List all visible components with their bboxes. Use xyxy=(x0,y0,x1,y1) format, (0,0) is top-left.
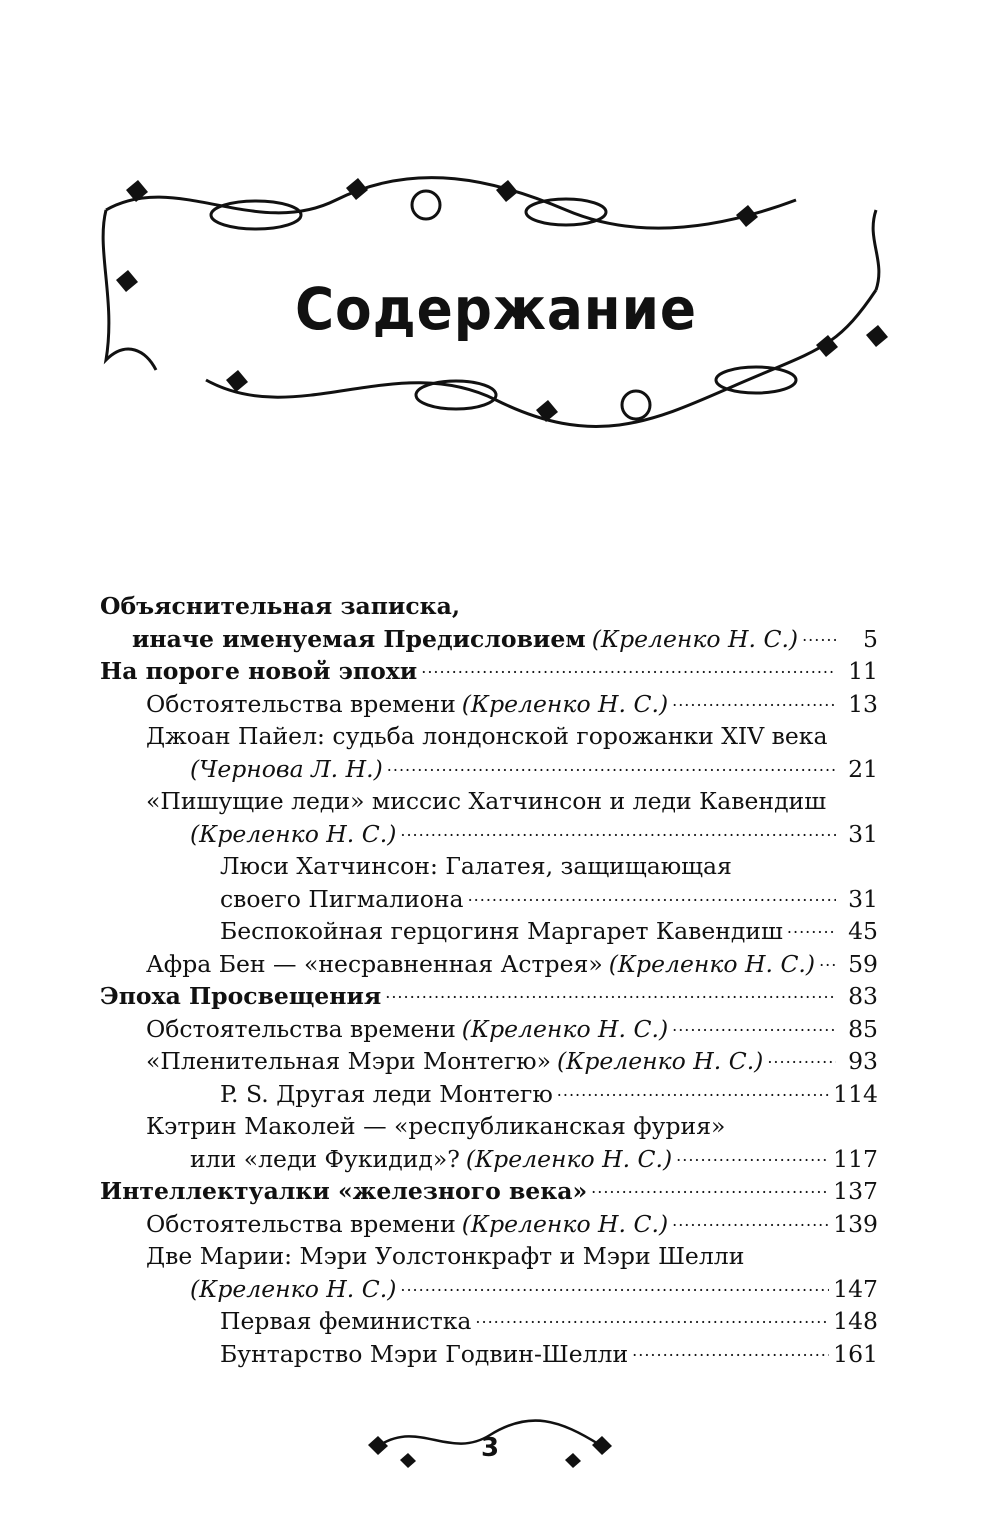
dot-leader xyxy=(400,1267,829,1303)
toc-entry-author: (Креленко Н. С.) xyxy=(556,1047,764,1075)
dot-leader xyxy=(632,1332,829,1368)
toc-entry-title: «Пишущие леди» миссис Хатчинсон и леди Кавендиш xyxy=(146,787,827,815)
toc-entry xyxy=(100,688,878,721)
table-of-contents xyxy=(100,590,878,1370)
toc-entry xyxy=(100,753,878,786)
toc-entry-author: (Креленко Н. С.) xyxy=(465,1144,673,1173)
toc-entry-page: 137 xyxy=(833,1177,878,1205)
toc-entry-page: 117 xyxy=(833,1144,878,1173)
dot-leader xyxy=(468,877,836,913)
dot-leader xyxy=(802,617,836,653)
toc-entry-page: 11 xyxy=(848,657,878,685)
dot-leader xyxy=(591,1169,829,1205)
toc-entry-author: (Креленко Н. С.) xyxy=(461,1209,669,1238)
toc-entry-page: 147 xyxy=(833,1274,878,1303)
dot-leader xyxy=(672,1007,836,1043)
toc-entry-title: Бунтарство Мэри Годвин-Шелли xyxy=(220,1339,629,1368)
toc-entry xyxy=(100,1338,878,1371)
toc-entry-page: 93 xyxy=(848,1047,878,1075)
toc-entry-author: (Креленко Н. С.) xyxy=(461,689,669,718)
dot-leader xyxy=(385,974,836,1010)
toc-entry-title: Эпоха Просвещения xyxy=(100,982,382,1010)
toc-entry-title: Афра Бен — «несравненная Астрея» xyxy=(146,949,603,978)
toc-entry-title: Обстоятельства времени xyxy=(146,689,456,718)
toc-entry xyxy=(100,1013,878,1046)
toc-entry-title: Джоан Пайел: судьба лондонской горожанки XIV века xyxy=(146,722,828,750)
toc-entry-author: (Креленко Н. С.) xyxy=(461,1014,669,1043)
footer-ornament xyxy=(360,1415,620,1485)
dot-leader xyxy=(475,1299,829,1335)
toc-entry-page: 139 xyxy=(833,1209,878,1238)
toc-entry-author: (Креленко Н. С.) xyxy=(591,624,799,653)
toc-entry xyxy=(100,915,878,948)
toc-entry-page: 85 xyxy=(848,1014,878,1043)
toc-entry-page: 13 xyxy=(848,689,878,718)
toc-entry-title: Люси Хатчинсон: Галатея, защищающая xyxy=(220,852,732,880)
toc-entry xyxy=(100,818,878,851)
toc-entry-author: (Креленко Н. С.) xyxy=(190,819,397,848)
dot-leader xyxy=(676,1137,829,1173)
toc-entry-author: (Креленко Н. С.) xyxy=(608,949,816,978)
toc-entry-title: Интеллектуалки «железного века» xyxy=(100,1177,588,1205)
toc-entry-page: 5 xyxy=(863,624,878,653)
dot-leader xyxy=(421,649,836,685)
toc-entry-title: Беспокойная герцогиня Маргарет Кавендиш xyxy=(220,917,783,945)
toc-entry xyxy=(100,1078,878,1111)
toc-entry-title: иначе именуемая Предисловием xyxy=(132,624,586,653)
dot-leader xyxy=(787,909,836,945)
dot-leader xyxy=(672,682,836,718)
toc-entry-title: своего Пигмалиона xyxy=(220,884,464,913)
toc-entry-title: или «леди Фукидид»? xyxy=(190,1144,460,1173)
dot-leader xyxy=(767,1039,836,1075)
toc-entry-title: На пороге новой эпохи xyxy=(100,657,418,685)
dot-leader xyxy=(672,1202,829,1238)
toc-entry-page: 21 xyxy=(848,754,878,783)
toc-entry-page: 114 xyxy=(833,1079,878,1108)
toc-entry-page: 45 xyxy=(848,917,878,945)
dot-leader xyxy=(387,747,836,783)
dot-leader xyxy=(557,1072,829,1108)
toc-entry-author: (Креленко Н. С.) xyxy=(190,1274,397,1303)
dot-leader xyxy=(400,812,836,848)
toc-entry xyxy=(100,590,878,623)
toc-entry-page: 83 xyxy=(848,982,878,1010)
toc-entry-page: 31 xyxy=(848,819,878,848)
toc-entry-title: Две Марии: Мэри Уолстонкрафт и Мэри Шелли xyxy=(146,1242,745,1270)
toc-entry-title: Объяснительная записка, xyxy=(100,592,461,620)
toc-entry-title: P. S. Другая леди Монтегю xyxy=(220,1079,553,1108)
dot-leader xyxy=(819,942,836,978)
toc-entry-page: 161 xyxy=(833,1339,878,1368)
toc-entry-title: Кэтрин Маколей — «республиканская фурия» xyxy=(146,1112,726,1140)
toc-entry-author: (Чернова Л. Н.) xyxy=(190,754,383,783)
toc-entry xyxy=(100,1208,878,1241)
toc-entry xyxy=(100,883,878,916)
toc-entry-title: Обстоятельства времени xyxy=(146,1014,456,1043)
page-title: Содержание xyxy=(294,275,698,343)
title-ornament-frame xyxy=(96,170,896,440)
toc-entry-title: Обстоятельства времени xyxy=(146,1209,456,1238)
toc-entry-page: 148 xyxy=(833,1307,878,1335)
toc-entry-title: «Пленительная Мэри Монтегю» xyxy=(146,1047,551,1075)
page-number: 3 xyxy=(480,1433,500,1463)
toc-entry-page: 59 xyxy=(848,949,878,978)
toc-entry-title: Первая феминистка xyxy=(220,1307,472,1335)
toc-entry-page: 31 xyxy=(848,884,878,913)
